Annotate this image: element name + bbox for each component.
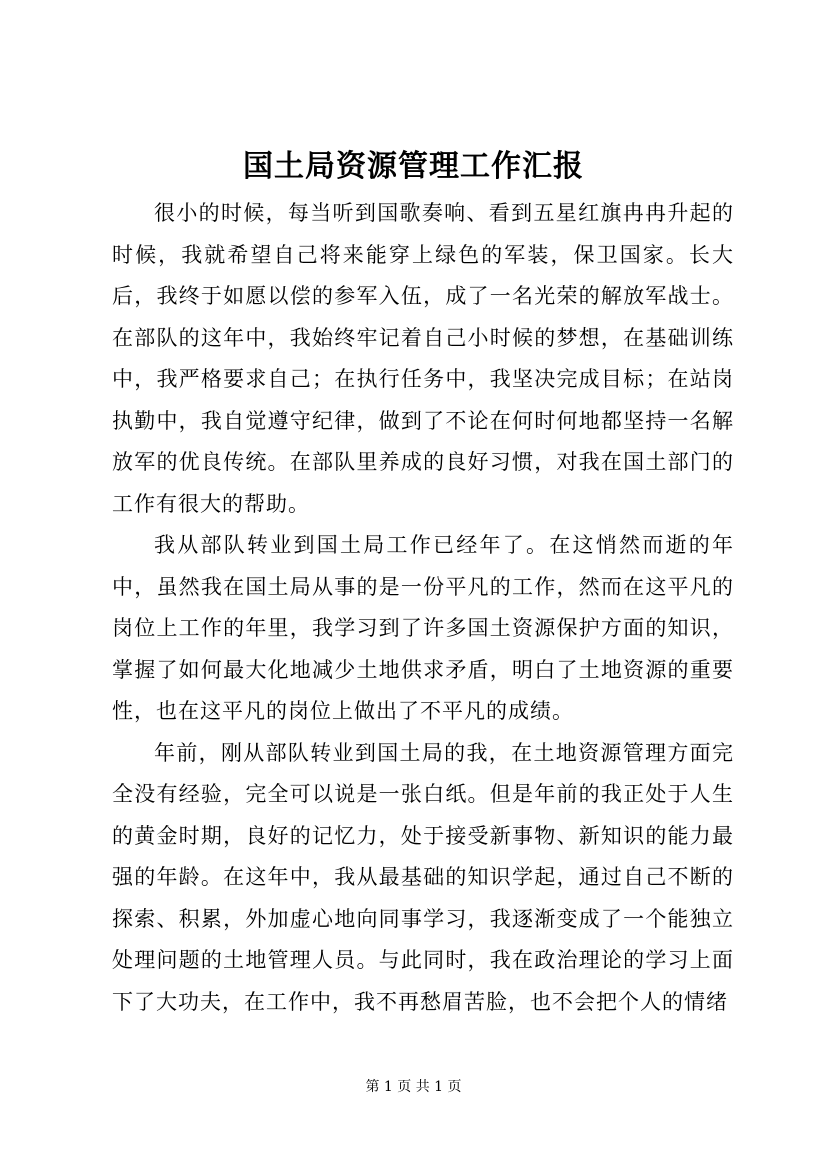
paragraph: 我从部队转业到国土局工作已经年了。在这悄然而逝的年中，虽然我在国土局从事的是一份平凡的工作，然而在这平凡的岗位上工作的年里，我学习到了许多国土资源保护方面的知识，掌握了如何最大化地减少土地供求矛盾，明白了土地资源的重要性，也在这平凡的岗位上做出了不平凡的成绩。 [112, 533, 734, 723]
document-body [112, 193, 734, 1023]
page-footer: 第 1 页 共 1 页 [365, 1079, 462, 1095]
paragraph: 很小的时候，每当听到国歌奏响、看到五星红旗冉冉升起的时候，我就希望自己将来能穿上绿色的军装，保卫国家。长大后，我终于如愿以偿的参军入伍，成了一名光荣的解放军战士。在部队的这年中，我始终牢记着自己小时候的梦想，在基础训练中，我严格要求自己；在执行任务中，我坚决完成目标；在站岗执勤中，我自觉遵守纪律，做到了不论在何时何地都坚持一名解放军的优良传统。在部队里养成的良好习惯，对我在国土部门的工作有很大的帮助。 [112, 201, 734, 516]
paragraph: 年前，刚从部队转业到国土局的我，在土地资源管理方面完全没有经验，完全可以说是一张白纸。但是年前的我正处于人生的黄金时期，良好的记忆力，处于接受新事物、新知识的能力最强的年龄。在这年中，我从最基础的知识学起，通过自己不断的探索、积累，外加虚心地向同事学习，我逐渐变成了一个能独立处理问题的土地管理人员。与此同时，我在政治理论的学习上面下了大功夫，在工作中，我不再愁眉苦脸，也不会把个人的情绪 [112, 740, 734, 1014]
document-title: 国土局资源管理工作汇报 [243, 149, 584, 184]
